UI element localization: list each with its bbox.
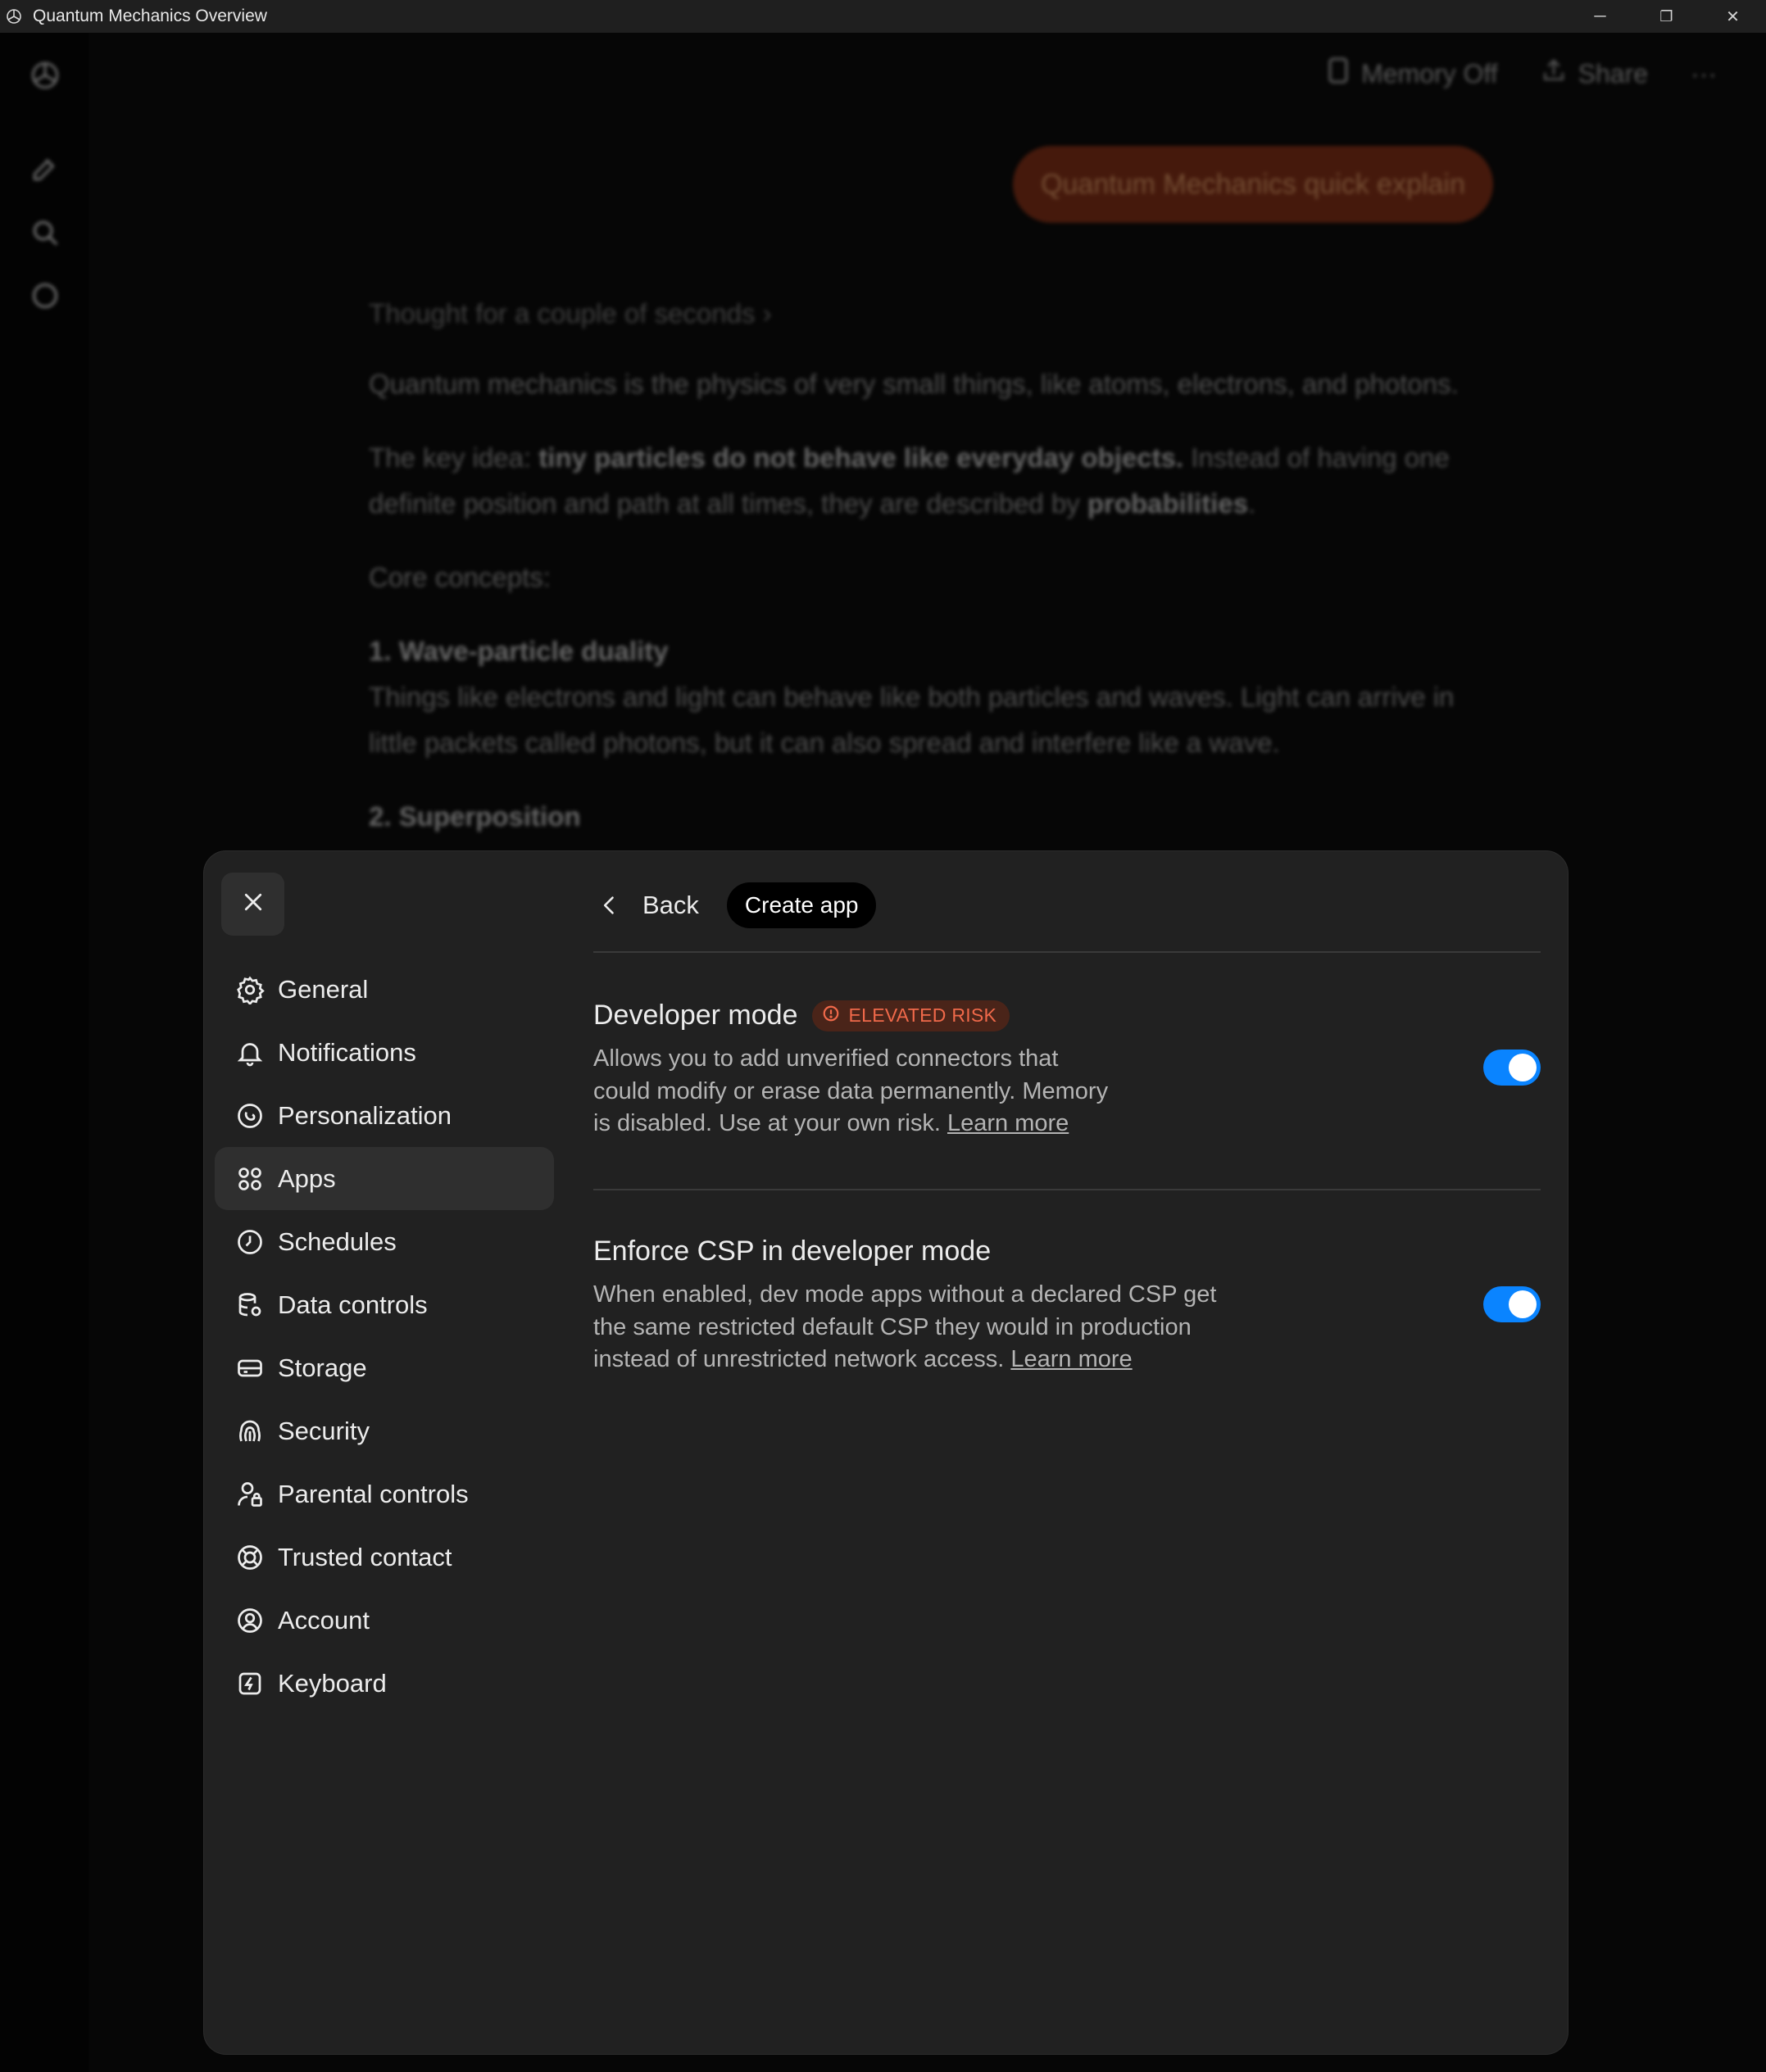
gear-icon bbox=[234, 973, 266, 1006]
nav-label: Account bbox=[278, 1605, 370, 1634]
section-heading: 1. Wave-particle duality bbox=[369, 636, 669, 666]
learn-more-link[interactable]: Learn more bbox=[1010, 1346, 1133, 1372]
back-button[interactable] bbox=[593, 889, 699, 922]
nav-item-notifications[interactable] bbox=[215, 1021, 554, 1084]
nav-label: Parental controls bbox=[278, 1479, 469, 1508]
response-paragraph: The key idea: tiny particles do not behave like everyday objects. Instead of having one definite position and path at all times, they are described by probabilities. bbox=[369, 442, 1450, 519]
memory-icon bbox=[1327, 57, 1350, 90]
storage-icon bbox=[234, 1352, 266, 1385]
close-settings-button[interactable] bbox=[221, 873, 284, 936]
personalization-icon bbox=[234, 1099, 266, 1132]
user-message-bubble: Quantum Mechanics quick explain bbox=[1013, 146, 1493, 223]
create-app-button[interactable]: Create app bbox=[727, 882, 877, 928]
account-icon bbox=[234, 1604, 266, 1637]
nav-item-storage[interactable] bbox=[215, 1336, 554, 1399]
nav-label: Security bbox=[278, 1416, 370, 1445]
enforce-csp-toggle[interactable] bbox=[1483, 1286, 1541, 1322]
developer-mode-setting bbox=[593, 953, 1541, 1189]
developer-mode-description: Allows you to add unverified connectors that could modify or erase data permanently. Memory is disabled. Use at your own risk. Learn more bbox=[593, 1045, 1109, 1136]
close-icon bbox=[241, 890, 266, 918]
nav-item-account[interactable] bbox=[215, 1589, 554, 1652]
enforce-csp-setting bbox=[593, 1190, 1541, 1376]
elevated-risk-badge bbox=[812, 1000, 1010, 1031]
minimize-button[interactable]: ─ bbox=[1594, 7, 1606, 25]
chat-bubble-icon[interactable] bbox=[25, 276, 65, 315]
back-label: Back bbox=[642, 891, 699, 919]
nav-label: Schedules bbox=[278, 1226, 397, 1256]
nav-item-schedules[interactable] bbox=[215, 1210, 554, 1273]
nav-label: Notifications bbox=[278, 1037, 416, 1067]
nav-item-personalization[interactable] bbox=[215, 1084, 554, 1147]
nav-label: Data controls bbox=[278, 1290, 428, 1319]
search-icon[interactable] bbox=[25, 213, 65, 252]
assistant-response bbox=[369, 291, 1500, 868]
fingerprint-icon bbox=[234, 1415, 266, 1448]
window-title: Quantum Mechanics Overview bbox=[33, 7, 267, 25]
settings-content bbox=[593, 882, 1541, 1376]
developer-mode-toggle[interactable] bbox=[1483, 1050, 1541, 1086]
nav-item-security[interactable] bbox=[215, 1399, 554, 1462]
nav-label: Apps bbox=[278, 1163, 336, 1193]
chevron-left-icon bbox=[593, 889, 626, 922]
memory-toggle[interactable] bbox=[1327, 57, 1498, 90]
enforce-csp-title: Enforce CSP in developer mode bbox=[593, 1235, 992, 1267]
warning-icon bbox=[822, 1004, 840, 1027]
database-icon bbox=[234, 1289, 266, 1322]
section-heading: 2. Superposition bbox=[369, 801, 581, 832]
restore-button[interactable]: ❐ bbox=[1659, 7, 1673, 25]
nav-label: General bbox=[278, 974, 369, 1004]
toggle-knob bbox=[1509, 1290, 1537, 1318]
toggle-knob bbox=[1509, 1054, 1537, 1081]
openai-logo-icon bbox=[3, 6, 25, 27]
close-window-button[interactable]: ✕ bbox=[1726, 7, 1740, 26]
chat-topbar bbox=[1327, 57, 1717, 90]
response-paragraph: Quantum mechanics is the physics of very small things, like atoms, electrons, and photons. bbox=[369, 369, 1459, 399]
nav-item-parental-controls[interactable] bbox=[215, 1462, 554, 1526]
developer-mode-title: Developer mode bbox=[593, 1000, 798, 1031]
more-options-icon[interactable]: ··· bbox=[1691, 58, 1717, 88]
nav-item-data-controls[interactable] bbox=[215, 1273, 554, 1336]
memory-label: Memory Off bbox=[1361, 58, 1498, 88]
content-header bbox=[593, 882, 1541, 928]
window-titlebar bbox=[0, 0, 1766, 33]
lifebuoy-icon bbox=[234, 1541, 266, 1574]
response-paragraph: Core concepts: bbox=[369, 562, 551, 592]
settings-modal bbox=[203, 850, 1569, 2055]
nav-item-general[interactable] bbox=[215, 958, 554, 1021]
nav-label: Storage bbox=[278, 1353, 367, 1382]
enforce-csp-description: When enabled, dev mode apps without a declared CSP get the same restricted default CSP they would in production instead of unrestricted network access. Learn more bbox=[593, 1281, 1217, 1372]
learn-more-link[interactable]: Learn more bbox=[947, 1110, 1069, 1136]
thought-indicator[interactable]: Thought for a couple of seconds › bbox=[369, 298, 772, 329]
parental-lock-icon bbox=[234, 1478, 266, 1511]
nav-label: Keyboard bbox=[278, 1668, 387, 1698]
share-button[interactable] bbox=[1541, 57, 1648, 90]
left-rail bbox=[0, 33, 89, 2072]
response-section: 1. Wave-particle duality Things like electrons and light can behave like both particles and waves. Light can arrive in little packets called photons, but it can also spread and interfere like a wave. bbox=[369, 636, 1455, 758]
nav-label: Personalization bbox=[278, 1100, 452, 1130]
apps-grid-icon bbox=[234, 1163, 266, 1195]
risk-label: ELEVATED RISK bbox=[848, 1004, 997, 1026]
nav-label: Trusted contact bbox=[278, 1542, 452, 1571]
nav-item-apps[interactable] bbox=[215, 1147, 554, 1210]
new-chat-icon[interactable] bbox=[25, 149, 65, 188]
bell-icon bbox=[234, 1036, 266, 1069]
settings-nav bbox=[215, 958, 554, 1715]
nav-item-trusted-contact[interactable] bbox=[215, 1526, 554, 1589]
keyboard-bolt-icon bbox=[234, 1667, 266, 1700]
clock-icon bbox=[234, 1226, 266, 1258]
nav-item-keyboard[interactable] bbox=[215, 1652, 554, 1715]
share-label: Share bbox=[1578, 58, 1649, 88]
share-icon bbox=[1541, 57, 1567, 90]
openai-logo-icon[interactable] bbox=[25, 56, 65, 95]
